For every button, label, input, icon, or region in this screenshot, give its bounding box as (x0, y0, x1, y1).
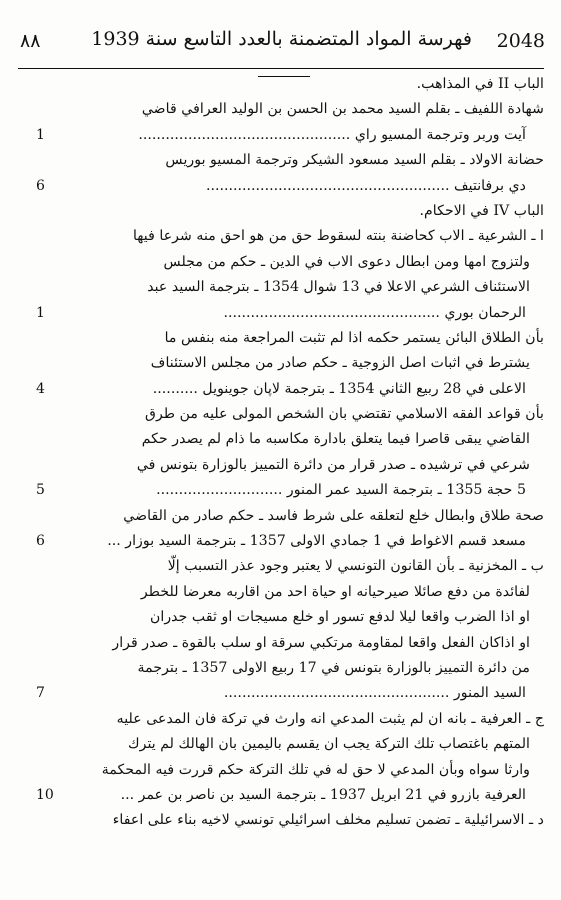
index-line (26, 681, 544, 706)
index-line (26, 250, 544, 275)
index-line (26, 529, 544, 554)
index-line-text: ب ـ المخزنية ـ بأن القانون التونسي لا يعتبر وجود عذر التسبب إلّا (167, 558, 544, 575)
index-line (26, 580, 544, 605)
index-line-text: الاعلى في 28 ربيع الثاني 1354 ـ بترجمة لاپان جوينويل .......... (152, 380, 526, 397)
index-line-text: العرفية بازرو في 21 ابريل 1937 ـ بترجمة السيد بن ناصر بن عمر ... (120, 786, 526, 803)
index-line-text: او اذا الضرب واقعا ليلا لدفع تسور او خلع مسيجات او ثقب جدران (149, 609, 530, 626)
index-line (26, 504, 544, 529)
index-line (26, 301, 544, 326)
index-line-text: آيت وربر وترجمة المسيو راي ............................................... (138, 126, 526, 143)
index-line (26, 224, 544, 249)
index-line-text: شهادة اللفيف ـ بقلم السيد محمد بن الحسن بن الوليد العرافي قاضي (141, 101, 544, 118)
index-line (26, 808, 544, 833)
index-line-text: د ـ الاسرائيلية ـ تضمن تسليم مخلف اسرائيلي تونسي لاخيه بناء على اعفاء (112, 812, 544, 829)
index-line-text: حضانة الاولاد ـ بقلم السيد مسعود الشيكر وترجمة المسيو بوريس (165, 152, 544, 169)
index-line (26, 199, 544, 224)
index-line-text: مسعد قسم الاغواط في 1 جمادي الاولى 1357 ـ بترجمة السيد بوزار ... (107, 533, 526, 550)
index-line-text: ولتزوج امها ومن ابطال دعوى الاب في الدين ـ حكم من مجلس (163, 253, 530, 270)
index-line-text: صحة طلاق وابطال خلع لتعلقه على شرط فاسد ـ حكم صادر من القاضي (123, 507, 544, 524)
page-reference: 1 (36, 126, 45, 143)
header-rule (18, 68, 544, 69)
index-line-text: ج ـ العرفية ـ بانه ان لم يثبت المدعي انه وارث في تركة فان المدعى عليه (116, 710, 544, 727)
index-line-text: القاضي يبقى قاصرا فيما يتعلق بادارة مكاسبه ما ذام لم يصدر حكم (141, 431, 530, 448)
page-number-left: ٨٨ (20, 30, 41, 52)
index-line (26, 72, 544, 97)
page-title: فهرسة المواد المتضمنة بالعدد التاسع سنة 1939 (91, 28, 472, 50)
index-line (26, 783, 544, 808)
page-header (0, 20, 561, 66)
index-line-text: المتهم باغتصاب تلك التركة يجب ان يقسم باليمين بان الهالك لم يترك (127, 736, 530, 753)
index-line (26, 148, 544, 173)
index-line-text: شرعي في ترشيده ـ صدر قرار من دائرة التمييز بالوزارة بتونس في (136, 456, 530, 473)
index-line-text: الاستئناف الشرعي الاعلا في 13 شوال 1354 ـ بترجمة السيد عبد (147, 279, 530, 296)
index-line (26, 97, 544, 122)
index-line-text: وارثا سواه وبأن المدعي لا حق له في تلك التركة حكم قررت فيه المحكمة (101, 761, 530, 778)
index-content (26, 72, 544, 834)
index-line-text: الباب IV في الاحكام. (419, 202, 544, 219)
page-reference: 6 (36, 533, 45, 550)
index-line (26, 427, 544, 452)
index-line (26, 732, 544, 757)
index-line-text: او اذاكان الفعل واقعا لمقاومة مرتكبي سرقة او سلب بالقوة ـ صدر قرار (112, 634, 530, 651)
page-number-right: 2048 (496, 30, 545, 52)
index-line (26, 351, 544, 376)
page-reference: 4 (36, 380, 45, 397)
page-reference: 1 (36, 304, 45, 321)
page-reference: 7 (36, 685, 45, 702)
index-line (26, 453, 544, 478)
index-line-text: يشترط في اثبات اصل الزوجية ـ حكم صادر من مجلس الاستئناف (150, 355, 530, 372)
index-line (26, 631, 544, 656)
index-line (26, 174, 544, 199)
index-line (26, 656, 544, 681)
index-line-text: ا ـ الشرعية ـ الاب كحاضنة بنته لسقوط حق من هو احق منه شرعا فيها (132, 228, 544, 245)
index-line (26, 326, 544, 351)
index-line (26, 123, 544, 148)
page-reference: 10 (36, 786, 54, 803)
index-line (26, 275, 544, 300)
index-line (26, 707, 544, 732)
page-reference: 6 (36, 177, 45, 194)
index-line (26, 605, 544, 630)
index-line (26, 478, 544, 503)
index-line-text: لفائدة من دفع صائلا صيرحيانه او حياة احد من اقاربه معرضا للخطر (140, 583, 530, 600)
index-line-text: الباب II في المذاهب. (416, 76, 544, 92)
index-line (26, 377, 544, 402)
index-line-text: بأن قواعد الفقه الاسلامي تقتضي بان الشخص المولى عليه من طرق (145, 406, 544, 423)
index-line (26, 758, 544, 783)
index-line-text: من دائرة التمييز بالوزارة بتونس في 17 ربيع الاولى 1357 ـ بترجمة (137, 659, 530, 676)
index-line-text: 5 حجة 1355 ـ بترجمة السيد عمر المنور ............................ (156, 482, 526, 499)
index-line-text: دي برفانتيف ...................................................... (205, 177, 526, 194)
index-line-text: الرحمان بوري ................................................ (223, 304, 526, 321)
index-line-text: بأن الطلاق البائن يستمر حكمه اذا لم تثبت المراجعة منه بنفس ما (164, 329, 544, 346)
index-line (26, 402, 544, 427)
index-line-text: السيد المنور .................................................. (223, 685, 526, 702)
page-reference: 5 (36, 482, 45, 499)
index-line (26, 554, 544, 579)
